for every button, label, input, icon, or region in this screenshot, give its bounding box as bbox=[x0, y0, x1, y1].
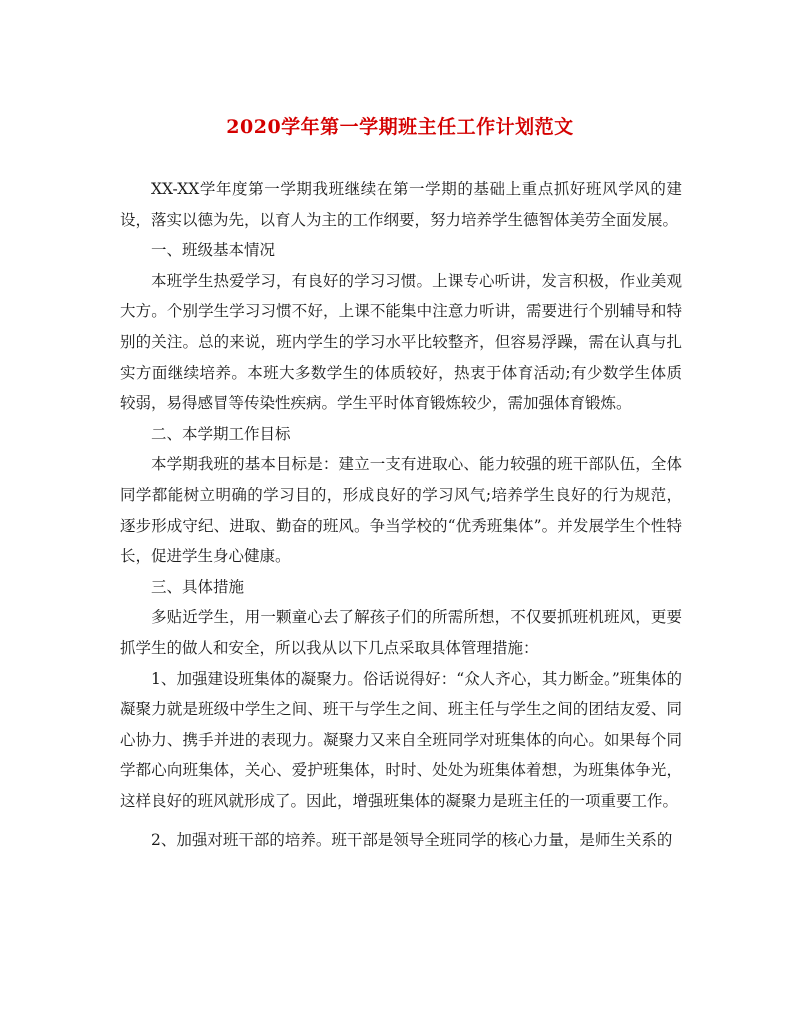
measure-1-paragraph: 1、加强建设班集体的凝聚力。俗话说得好：“众人齐心，其力断金。”班集体的凝聚力就是班级中学生之间、班干与学生之间、班主任与学生之间的团结友爱、同心协力、携手并进的表现力。凝聚力又来自全班同学对班集体的向心。如果每个同学都心向班集体，关心、爱护班集体，时时、处处为班集体着想，为班集体争光，这样良好的班风就形成了。因此，增强班集体的凝聚力是班主任的一项重要工作。 bbox=[120, 669, 682, 810]
document-title: 2020学年第一学期班主任工作计划范文 bbox=[226, 116, 574, 138]
measures-intro-paragraph: 多贴近学生，用一颗童心去了解孩子们的所需所想，不仅要抓班机班风，更要抓学生的做人和安全，所以我从以下几点采取具体管理措施： bbox=[120, 608, 682, 657]
measure-2-paragraph: 2、加强对班干部的培养。班干部是领导全班同学的核心力量，是师生关系的 bbox=[151, 831, 673, 850]
section-heading-goals: 二、本学期工作目标 bbox=[151, 424, 291, 443]
intro-paragraph: XX-XX学年度第一学期我班继续在第一学期的基础上重点抓好班风学风的建设，落实以德为先，以育人为主的工作纲要，努力培养学生德智体美劳全面发展。 bbox=[120, 180, 682, 229]
paragraph-gap bbox=[120, 816, 682, 825]
basic-situation-paragraph: 本班学生热爱学习，有良好的学习习惯。上课专心听讲，发言积极，作业美观大方。个别学生学习习惯不好，上课不能集中注意力听讲，需要进行个别辅导和特别的关注。总的来说，班内学生的学习水平比较整齐，但容易浮躁，需在认真与扎实方面继续培养。本班大多数学生的体质较好，热衷于体育活动;有少数学生体质较弱，易得感冒等传染性疾病。学生平时体育锻炼较少，需加强体育锻炼。 bbox=[120, 271, 682, 413]
goals-paragraph: 本学期我班的基本目标是：建立一支有进取心、能力较强的班干部队伍，全体同学都能树立明确的学习目的，形成良好的学习风气;培养学生良好的行为规范，逐步形成守纪、进取、勤奋的班风。争当学校的“优秀班集体”。并发展学生个性特长，促进学生身心健康。 bbox=[120, 455, 682, 566]
document-body bbox=[120, 174, 682, 856]
section-heading-basic-situation: 一、班级基本情况 bbox=[151, 241, 276, 260]
section-heading-measures: 三、具体措施 bbox=[151, 577, 245, 596]
